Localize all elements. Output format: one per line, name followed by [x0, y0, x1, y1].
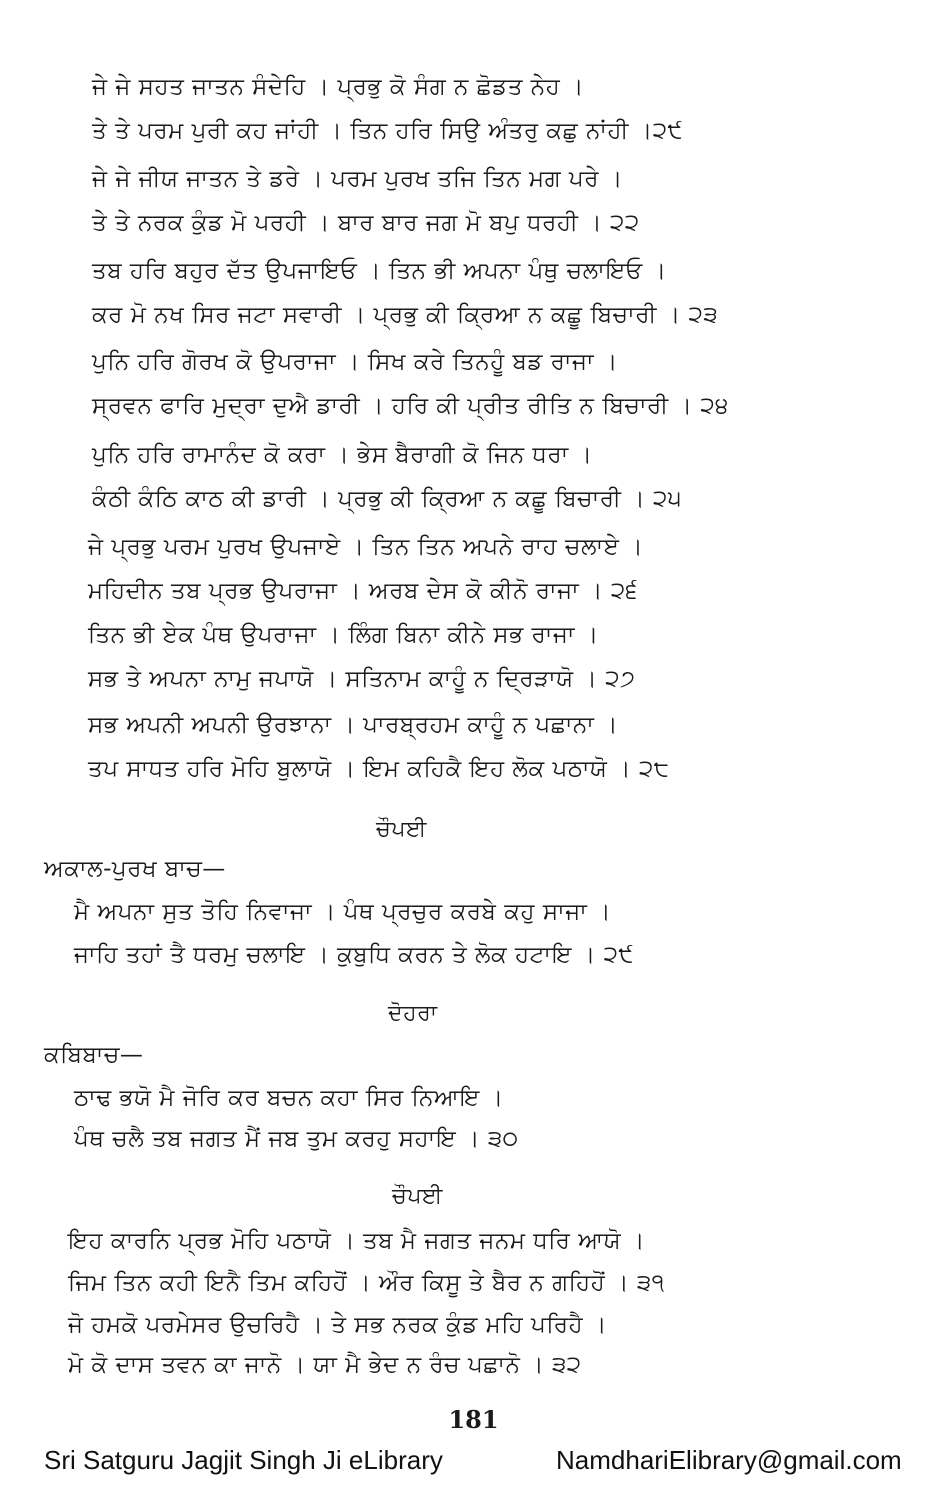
verse-line: ਸਭ ਅਪਨੀ ਅਪਨੀ ਉਰਝਾਨਾ । ਪਾਰਬ੍ਰਹਮ ਕਾਹੂੰ ਨ ਪਛਾਨਾ । — [88, 712, 619, 738]
section-heading: ਚੌਪਈ — [376, 817, 427, 842]
verse-line: ਜਿਮ ਤਿਨ ਕਹੀ ਇਨੈ ਤਿਮ ਕਹਿਹੋਂ । ਔਰ ਕਿਸੂ ਤੇ ਬੈਰ ਨ ਗਹਿਹੋਂ । ੩੧ — [68, 1270, 665, 1296]
page-number: 181 — [448, 1405, 499, 1434]
verse-line: ਪੁਨਿ ਹਰਿ ਗੋਰਖ ਕੋ ਉਪਰਾਜਾ । ਸਿਖ ਕਰੇ ਤਿਨਹੂੰ ਬਡ ਰਾਜਾ । — [92, 349, 618, 375]
verse-line: ਜੇ ਪ੍ਰਭੁ ਪਰਮ ਪੁਰਖ ਉਪਜਾਏ । ਤਿਨ ਤਿਨ ਅਪਨੇ ਰਾਹ ਚਲਾਏ । — [88, 534, 644, 560]
verse-line: ਕੰਠੀ ਕੰਠਿ ਕਾਠ ਕੀ ਡਾਰੀ । ਪ੍ਰਭੁ ਕੀ ਕ੍ਰਿਆ ਨ ਕਛੂ ਬਿਚਾਰੀ । ੨੫ — [92, 486, 682, 512]
verse-line: ਕਰ ਮੋ ਨਖ ਸਿਰ ਜਟਾ ਸਵਾਰੀ । ਪ੍ਰਭੁ ਕੀ ਕ੍ਰਿਆ ਨ ਕਛੂ ਬਿਚਾਰੀ । ੨੩ — [92, 302, 719, 328]
footer-library-name: Sri Satguru Jagjit Singh Ji eLibrary — [44, 1445, 443, 1475]
speaker-label: ਅਕਾਲ-ਪੁਰਖ ਬਾਚ— — [44, 856, 226, 882]
verse-line: ਠਾਢ ਭਯੋ ਮੈ ਜੋਰਿ ਕਰ ਬਚਨ ਕਹਾ ਸਿਰ ਨਿਆਇ । — [74, 1085, 504, 1111]
verse-line: ਮੋ ਕੋ ਦਾਸ ਤਵਨ ਕਾ ਜਾਨੋ । ਯਾ ਮੈ ਭੇਦ ਨ ਰੰਚ ਪਛਾਨੋ । ੩੨ — [68, 1352, 582, 1378]
verse-line: ਤਪ ਸਾਧਤ ਹਰਿ ਮੋਹਿ ਬੁਲਾਯੋ । ਇਮ ਕਹਿਕੈ ਇਹ ਲੋਕ ਪਠਾਯੋ । ੨੮ — [88, 756, 670, 782]
verse-line: ਤੇ ਤੇ ਪਰਮ ਪੁਰੀ ਕਹ ਜਾਂਹੀ । ਤਿਨ ਹਰਿ ਸਿਉ ਅੰਤਰੁ ਕਛੁ ਨਾਂਹੀ ।੨੯ — [92, 118, 684, 144]
section-heading: ਦੋਹਰਾ — [388, 1001, 438, 1026]
verse-line: ਜੇ ਜੇ ਜੀਯ ਜਾਤਨ ਤੇ ਡਰੇ । ਪਰਮ ਪੁਰਖ ਤਜਿ ਤਿਨ ਮਗ ਪਰੇ । — [92, 166, 623, 192]
verse-line: ਮੈ ਅਪਨਾ ਸੁਤ ਤੋਹਿ ਨਿਵਾਜਾ । ਪੰਥ ਪ੍ਰਚੁਰ ਕਰਬੇ ਕਹੁ ਸਾਜਾ । — [74, 899, 612, 925]
verse-line: ਤਬ ਹਰਿ ਬਹੁਰ ਦੱਤ ਉਪਜਾਇਓ । ਤਿਨ ਭੀ ਅਪਨਾ ਪੰਥੁ ਚਲਾਇਓ । — [92, 258, 667, 284]
verse-line: ਸਭ ਤੇ ਅਪਨਾ ਨਾਮੁ ਜਪਾਯੋ । ਸਤਿਨਾਮ ਕਾਹੂੰ ਨ ਦ੍ਰਿੜਾਯੋ । ੨੭ — [88, 666, 636, 692]
section-heading: ਚੌਪਈ — [392, 1184, 443, 1209]
verse-line: ਜਾਹਿ ਤਹਾਂ ਤੈ ਧਰਮੁ ਚਲਾਇ । ਕੁਬੁਧਿ ਕਰਨ ਤੇ ਲੋਕ ਹਟਾਇ । ੨੯ — [74, 942, 634, 968]
verse-line: ਪੁਨਿ ਹਰਿ ਰਾਮਾਨੰਦ ਕੋ ਕਰਾ । ਭੇਸ ਬੈਰਾਗੀ ਕੋ ਜਿਨ ਧਰਾ । — [92, 442, 593, 468]
verse-line: ਤੇ ਤੇ ਨਰਕ ਕੁੰਡ ਮੋ ਪਰਹੀ । ਬਾਰ ਬਾਰ ਜਗ ਮੋ ਬਪੁ ਧਰਹੀ । ੨੨ — [92, 210, 640, 236]
verse-line: ਜੋ ਹਮਕੋ ਪਰਮੇਸਰ ਉਚਰਿਹੈ । ਤੇ ਸਭ ਨਰਕ ਕੁੰਡ ਮਹਿ ਪਰਿਹੈ । — [68, 1312, 607, 1338]
verse-line: ਪੰਥ ਚਲੈ ਤਬ ਜਗਤ ਮੈਂ ਜਬ ਤੁਮ ਕਰਹੁ ਸਹਾਇ । ੩੦ — [74, 1126, 519, 1152]
speaker-label: ਕਬਿਬਾਚ— — [44, 1042, 144, 1068]
verse-line: ਇਹ ਕਾਰਨਿ ਪ੍ਰਭ ਮੋਹਿ ਪਠਾਯੋ । ਤਬ ਮੈ ਜਗਤ ਜਨਮ ਧਰਿ ਆਯੋ । — [68, 1228, 645, 1254]
verse-line: ਤਿਨ ਭੀ ਏਕ ਪੰਥ ਉਪਰਾਜਾ । ਲਿੰਗ ਬਿਨਾ ਕੀਨੇ ਸਭ ਰਾਜਾ । — [88, 622, 599, 648]
footer-email[interactable]: NamdhariElibrary@gmail.com — [556, 1445, 902, 1475]
verse-line: ਮਹਿਦੀਨ ਤਬ ਪ੍ਰਭ ਉਪਰਾਜਾ । ਅਰਬ ਦੇਸ ਕੋ ਕੀਨੋ ਰਾਜਾ । ੨੬ — [88, 578, 638, 604]
verse-line: ਸ੍ਰਵਨ ਫਾਰਿ ਮੁਦ੍ਰਾ ਦੁਐ ਡਾਰੀ । ਹਰਿ ਕੀ ਪ੍ਰੀਤ ਰੀਤਿ ਨ ਬਿਚਾਰੀ । ੨੪ — [92, 393, 729, 419]
verse-line: ਜੇ ਜੇ ਸਹਤ ਜਾਤਨ ਸੰਦੇਹਿ । ਪ੍ਰਭੁ ਕੋ ਸੰਗ ਨ ਛੋਡਤ ਨੇਹ । — [92, 74, 585, 100]
